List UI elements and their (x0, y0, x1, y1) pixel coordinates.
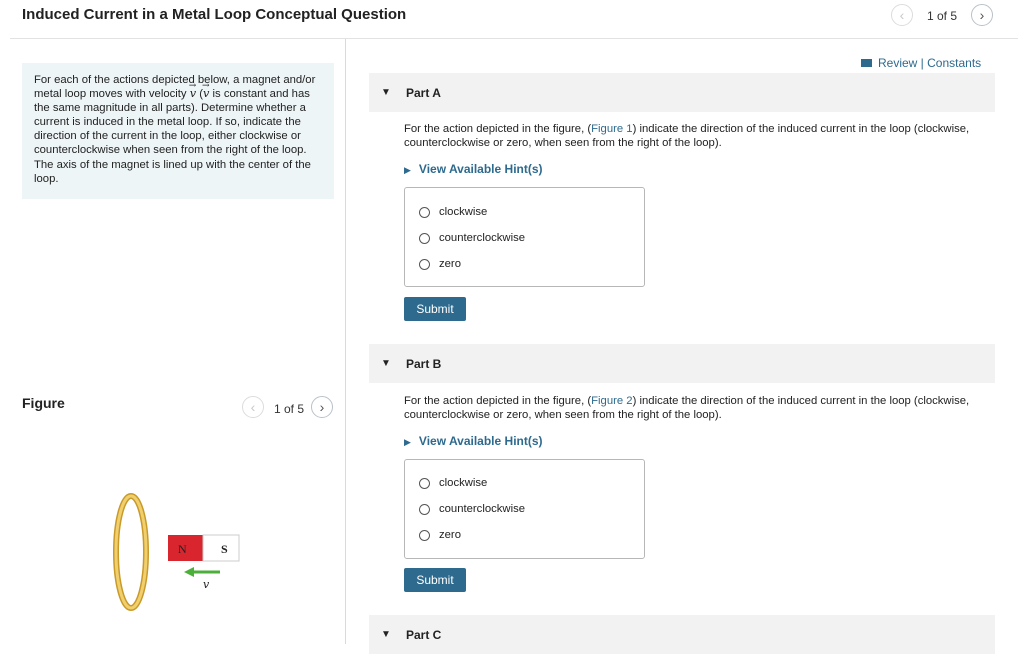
option-label: zero (439, 529, 461, 541)
radio-button[interactable] (419, 530, 430, 541)
part-b-q-after: ) indicate the direction of the induced current in the loop (clockwise, counterclockwise or zero, when seen from the right of the loop). (404, 395, 970, 421)
part-a-q-before: For the action depicted in the figure, ( (404, 123, 592, 135)
chevron-left-icon: ‹ (250, 399, 256, 415)
prompt-text-1: For each of the actions depicted below, a magnet and/or metal loop moves with velocity (34, 74, 316, 101)
option-label: counterclockwise (439, 503, 526, 515)
velocity-symbol-2: → v (203, 87, 209, 100)
figure-counter: 1 of 5 (274, 402, 305, 416)
option-zero[interactable] (419, 529, 461, 541)
velocity-arrowhead (184, 567, 194, 577)
option-clockwise[interactable] (419, 206, 487, 218)
collapse-triangle-icon: ▼ (381, 629, 391, 640)
magnet-n-label: N (178, 542, 187, 556)
metal-loop-highlight (116, 496, 146, 608)
figure-heading: Figure (22, 395, 65, 411)
prev-item-button[interactable] (891, 4, 913, 26)
magnet-s-label: S (221, 542, 228, 556)
chevron-right-icon: › (979, 7, 985, 23)
book-icon (861, 59, 872, 67)
option-label: clockwise (439, 477, 488, 489)
page-title: Induced Current in a Metal Loop Conceptual Question (22, 6, 407, 23)
collapse-triangle-icon: ▼ (381, 87, 391, 98)
expand-triangle-icon: ▶ (404, 437, 411, 447)
part-a-label: Part A (406, 86, 441, 100)
prompt-paren: ( (196, 88, 204, 101)
option-label: clockwise (439, 206, 488, 218)
problem-statement (22, 63, 334, 199)
part-a-hint-text: View Available Hint(s) (418, 162, 543, 176)
part-a-question (404, 122, 994, 150)
part-b-header[interactable] (369, 344, 995, 383)
part-a-q-after: ) indicate the direction of the induced current in the loop (clockwise, counterclockwise or zero, when seen from the right of the loop). (404, 123, 970, 149)
option-counterclockwise[interactable] (419, 503, 525, 515)
figure-prev-button[interactable] (242, 396, 264, 418)
figure-1-link[interactable]: Figure 1 (591, 123, 633, 135)
column-divider (345, 39, 346, 644)
part-a-options (404, 187, 645, 287)
part-b-question (404, 394, 994, 422)
collapse-triangle-icon: ▼ (381, 358, 391, 369)
figure-next-button[interactable] (311, 396, 333, 418)
option-counterclockwise[interactable] (419, 232, 525, 244)
chevron-left-icon: ‹ (899, 7, 905, 23)
part-b-hint-toggle[interactable] (404, 434, 543, 448)
part-c-header[interactable] (369, 615, 995, 654)
review-text: Review | Constants (878, 56, 982, 70)
review-constants-link[interactable] (861, 56, 981, 70)
part-b-q-before: For the action depicted in the figure, ( (404, 395, 592, 407)
part-b-label: Part B (406, 357, 442, 371)
radio-button[interactable] (419, 504, 430, 515)
part-b-options (404, 459, 645, 559)
radio-button[interactable] (419, 233, 430, 244)
figure-2-link[interactable]: Figure 2 (591, 395, 633, 407)
next-item-button[interactable] (971, 4, 993, 26)
part-b-submit-button[interactable]: Submit (404, 568, 466, 592)
option-zero[interactable] (419, 258, 461, 270)
part-c-label: Part C (406, 628, 442, 642)
prompt-text-2: is constant and has the same magnitude in all parts). Determine whether a current is induced in the metal loop. If so, indicate the direction of the current in the loop, either clockwise or counterclockwise when seen from the right of the loop. The axis of the magnet is lined up with the center of the loop. (34, 88, 311, 185)
part-a-submit-button[interactable]: Submit (404, 297, 466, 321)
part-a-header[interactable] (369, 73, 995, 112)
velocity-symbol: → v (190, 87, 196, 100)
chevron-right-icon: › (319, 399, 325, 415)
part-b-hint-text: View Available Hint(s) (418, 434, 543, 448)
option-label: zero (439, 258, 461, 270)
header-divider (10, 38, 1018, 39)
option-clockwise[interactable] (419, 477, 487, 489)
item-counter: 1 of 5 (927, 9, 958, 23)
expand-triangle-icon: ▶ (404, 165, 411, 175)
part-a-hint-toggle[interactable] (404, 162, 543, 176)
radio-button[interactable] (419, 259, 430, 270)
radio-button[interactable] (419, 207, 430, 218)
figure-image (100, 480, 260, 620)
velocity-label: v (203, 578, 210, 591)
option-label: counterclockwise (439, 232, 526, 244)
radio-button[interactable] (419, 478, 430, 489)
